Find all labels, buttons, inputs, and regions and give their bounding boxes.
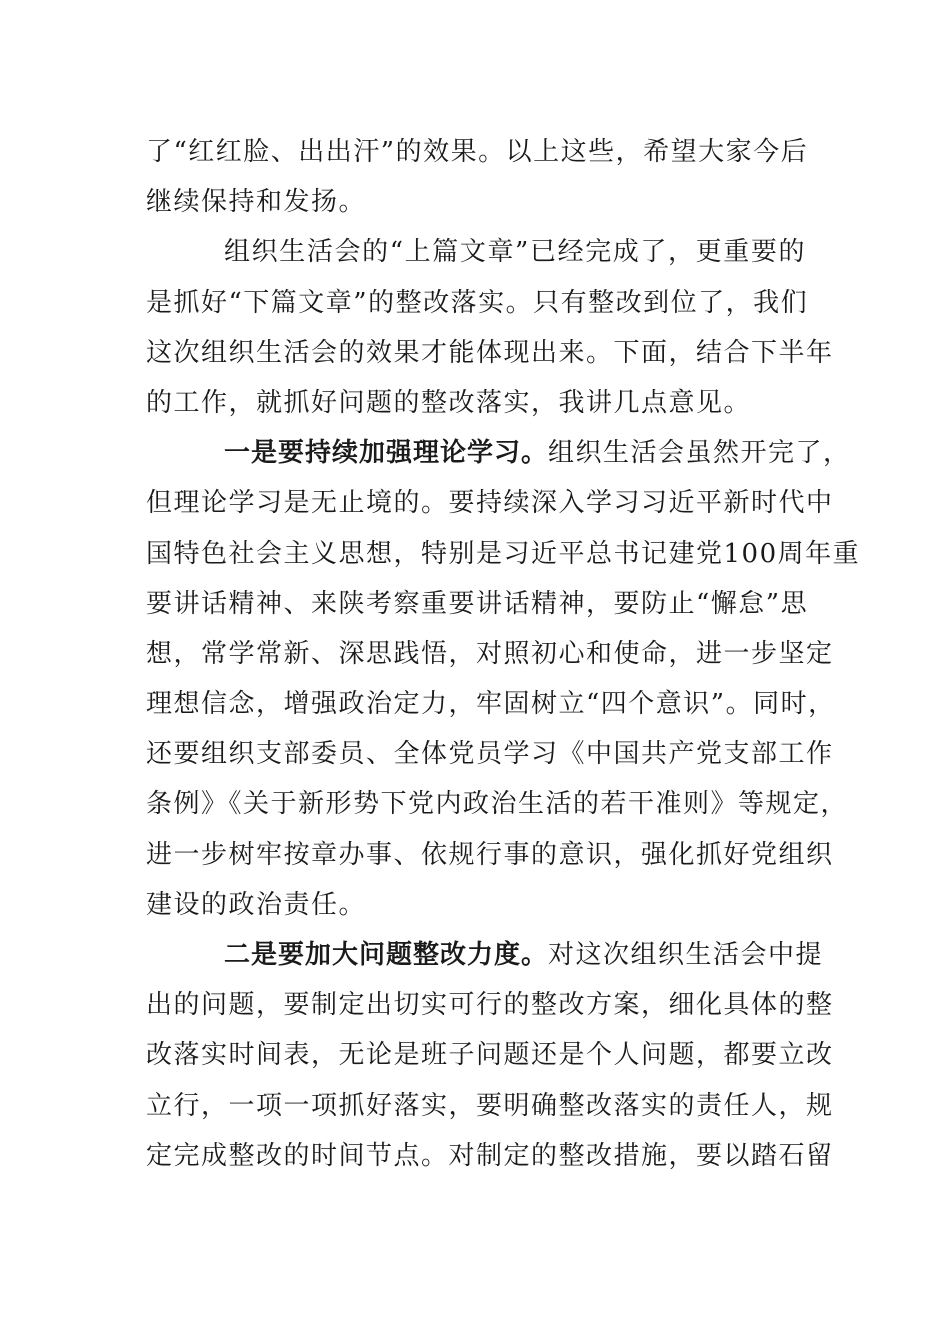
paragraph-line: 理想信念，增强政治定力，牢固树立“四个意识”。同时， bbox=[146, 689, 836, 720]
paragraph-line: 改落实时间表，无论是班子问题还是个人问题，都要立改 bbox=[146, 1040, 834, 1071]
paragraph-line bbox=[146, 930, 824, 980]
paragraph-line: 的工作，就抓好问题的整改落实，我讲几点意见。 bbox=[146, 387, 752, 418]
paragraph-line: 要讲话精神、来陕考察重要讲话精神，要防止“懈怠”思 bbox=[146, 588, 809, 619]
paragraph-line: 想，常学常新、深思践悟，对照初心和使命，进一步坚定 bbox=[146, 638, 834, 669]
paragraph-line: 立行，一项一项抓好落实，要明确整改落实的责任人，规 bbox=[146, 1090, 834, 1121]
paragraph-line: 组织生活会的“上篇文章”已经完成了，更重要的 bbox=[224, 237, 806, 268]
paragraph-line: 建设的政治责任。 bbox=[146, 889, 367, 920]
section-heading: 一是要持续加强理论学习。 bbox=[224, 438, 549, 469]
paragraph-line: 条例》《关于新形势下党内政治生活的若干准则》等规定， bbox=[146, 789, 849, 820]
paragraph-line: 出的问题，要制定出切实可行的整改方案，细化具体的整 bbox=[146, 990, 834, 1021]
paragraph-line: 进一步树牢按章办事、依规行事的意识，强化抓好党组织 bbox=[146, 839, 834, 870]
paragraph-text: 对这次组织生活会中提 bbox=[548, 940, 824, 970]
paragraph-line: 继续保持和发扬。 bbox=[146, 187, 367, 218]
document-body bbox=[146, 127, 861, 1181]
paragraph-line: 了“红红脸、出出汗”的效果。以上这些，希望大家今后 bbox=[146, 137, 809, 167]
paragraph-text: 组织生活会虽然开完了， bbox=[548, 438, 851, 469]
paragraph-line: 国特色社会主义思想，特别是习近平总书记建党100周年重 bbox=[146, 538, 861, 569]
paragraph-line: 这次组织生活会的效果才能体现出来。下面，结合下半年 bbox=[146, 337, 834, 368]
paragraph-line: 还要组织支部委员、全体党员学习《中国共产党支部工作 bbox=[146, 739, 834, 770]
paragraph-line bbox=[146, 428, 851, 478]
paragraph-line: 定完成整改的时间节点。对制定的整改措施，要以踏石留 bbox=[146, 1140, 834, 1171]
section-heading: 二是要加大问题整改力度。 bbox=[224, 940, 549, 970]
paragraph-line: 是抓好“下篇文章”的整改落实。只有整改到位了，我们 bbox=[146, 287, 809, 318]
paragraph-line: 但理论学习是无止境的。要持续深入学习习近平新时代中 bbox=[146, 488, 834, 519]
